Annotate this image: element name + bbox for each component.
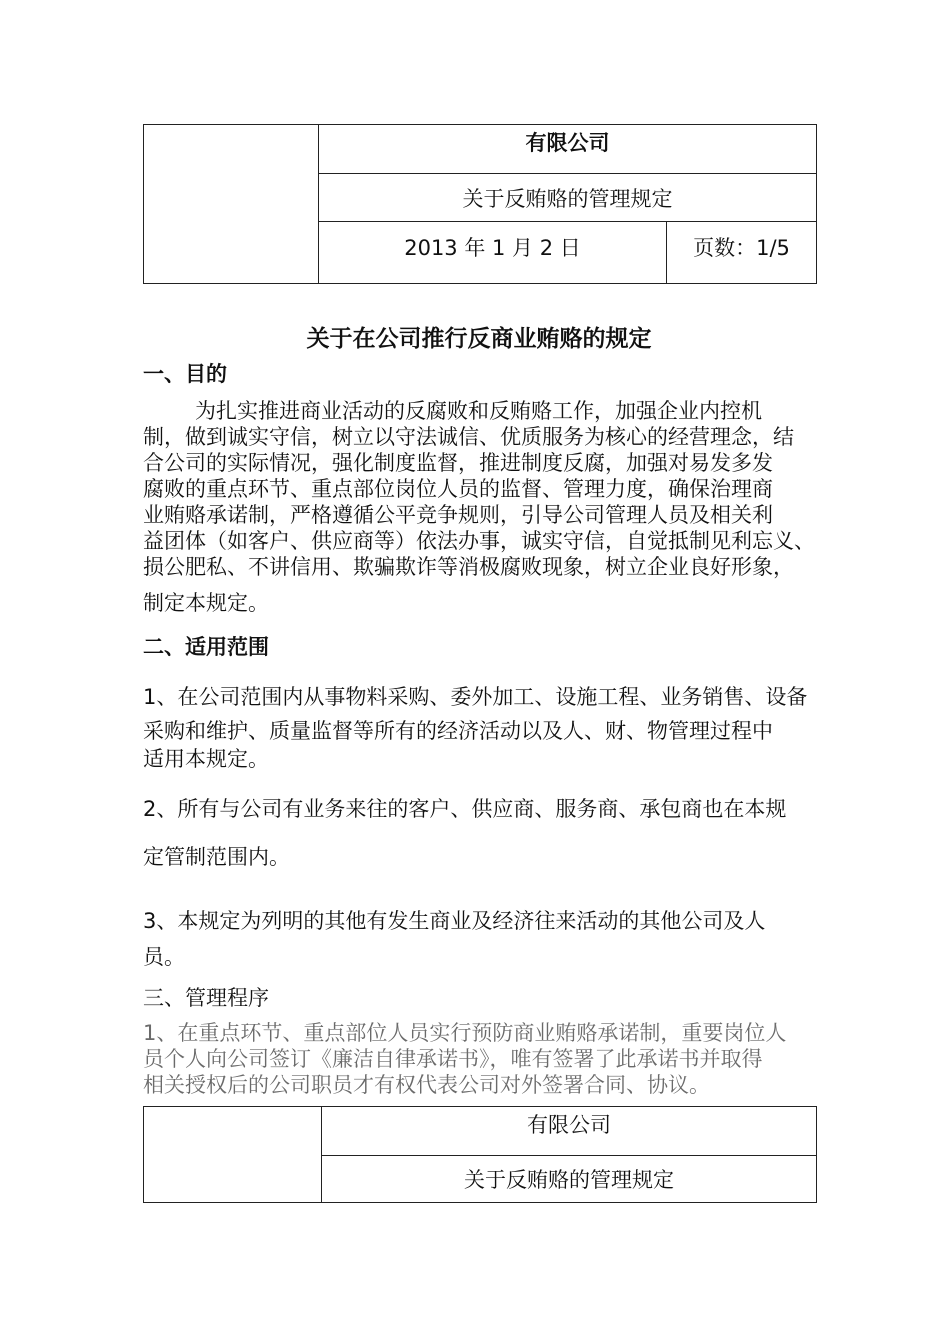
paragraph-line: 采购和维护、质量监督等所有的经济活动以及人、财、物管理过程中 [143, 719, 773, 743]
header-table-top [143, 124, 817, 284]
paragraph-line: 腐败的重点环节、重点部位岗位人员的监督、管理力度，确保治理商 [143, 477, 773, 501]
paragraph-line: 员。 [143, 945, 185, 969]
paragraph-line: 合公司的实际情况，强化制度监督，推进制度反腐，加强对易发多发 [143, 451, 773, 475]
paragraph-line: 适用本规定。 [143, 747, 269, 771]
paragraph-line: 制定本规定。 [143, 591, 269, 615]
header-table-bottom [143, 1106, 817, 1203]
header-logo-cell [144, 1107, 322, 1203]
paragraph-line: 员个人向公司签订《廉洁自律承诺书》，唯有签署了此承诺书并取得 [143, 1047, 763, 1071]
header-company-name: 有限公司 [319, 125, 817, 174]
header-logo-cell [144, 125, 319, 284]
section-procedure-heading: 三、管理程序 [143, 986, 269, 1010]
paragraph-line: 3、本规定为列明的其他有发生商业及经济往来活动的其他公司及人 [143, 909, 766, 933]
header-company-name: 有限公司 [322, 1107, 817, 1156]
section-purpose-body [143, 398, 815, 616]
procedure-item-1 [143, 1020, 815, 1098]
section-purpose-heading: 一、目的 [143, 362, 227, 386]
paragraph-line: 1、在公司范围内从事物料采购、委外加工、设施工程、业务销售、设备 [143, 685, 808, 709]
scope-item-1 [143, 683, 815, 773]
paragraph-line: 损公肥私、不讲信用、欺骗欺诈等消极腐败现象，树立企业良好形象， [143, 555, 794, 579]
scope-item-3 [143, 908, 815, 970]
header-document-title: 关于反贿赂的管理规定 [322, 1156, 817, 1203]
scope-item-2 [143, 796, 815, 870]
paragraph-line: 相关授权后的公司职员才有权代表公司对外签署合同、协议。 [143, 1073, 710, 1097]
header-page-count: 页数：1/5 [667, 222, 817, 284]
header-document-title: 关于反贿赂的管理规定 [319, 174, 817, 222]
paragraph-line: 定管制范围内。 [143, 845, 290, 869]
paragraph-line: 益团体（如客户、供应商等）依法办事，诚实守信，自觉抵制见利忘义、 [143, 529, 815, 553]
section-scope-heading: 二、适用范围 [143, 635, 269, 659]
paragraph-line: 制，做到诚实守信，树立以守法诚信、优质服务为核心的经营理念，结 [143, 425, 794, 449]
paragraph-line: 1、在重点环节、重点部位人员实行预防商业贿赂承诺制，重要岗位人 [143, 1021, 787, 1045]
document-title: 关于在公司推行反商业贿赂的规定 [306, 326, 652, 352]
header-date: 2013 年 1 月 2 日 [319, 222, 667, 284]
paragraph-line: 业贿赂承诺制，严格遵循公平竞争规则，引导公司管理人员及相关利 [143, 503, 773, 527]
paragraph-line: 2、所有与公司有业务来往的客户、供应商、服务商、承包商也在本规 [143, 797, 787, 821]
paragraph-line: 为扎实推进商业活动的反腐败和反贿赂工作，加强企业内控机 [195, 399, 762, 423]
